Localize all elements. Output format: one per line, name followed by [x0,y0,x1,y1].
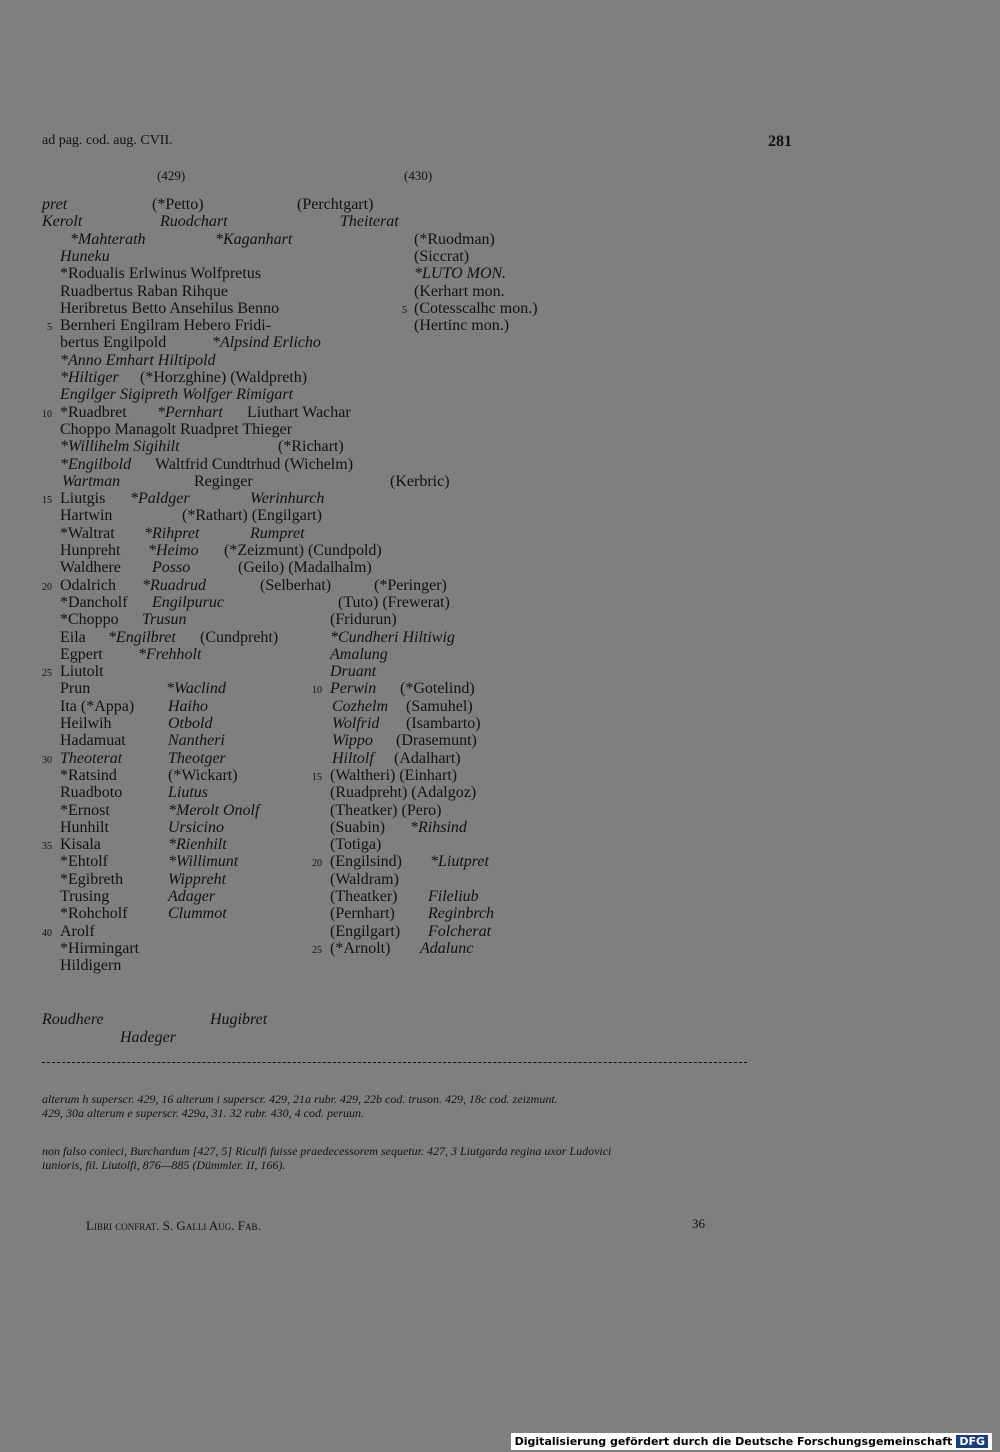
name-entry: Wolfrid [332,715,380,732]
name-entry: (Tuto) (Frewerat) [338,593,450,611]
name-entry: (Drasemunt) [396,732,477,750]
name-entry: (Siccrat) [414,247,470,265]
line-number: 35 [42,841,52,853]
name-entry: *Rodualis Erlwinus Wolfpretus [60,265,262,283]
name-entry: Trusun [142,611,187,629]
name-entry: (*Richart) [278,438,344,456]
column-number-429: (429) [157,168,186,183]
name-entry: *Paldger [130,490,190,508]
name-entry: *Engilbret [108,628,176,646]
name-entry: (Suabin) [330,818,386,836]
name-entry: *Rohcholf [60,905,128,923]
name-entry: *Ruadbret [60,403,127,421]
name-entry: *Willimunt [168,853,239,871]
name-entry: *Willihelm Sigihilt [60,438,180,456]
name-entry: Druant [330,663,377,681]
name-entry: Roudhere [42,1011,104,1028]
name-entry: Ita (*Appa) [60,697,135,715]
text-line [42,957,810,977]
page-number: 281 [768,133,792,150]
name-entry: *Ratsind [60,766,117,784]
name-entry: (Engilsind) [330,853,402,871]
name-entry: Hugibret [210,1011,268,1028]
name-entry: (Cotesscalhc mon.) [414,299,538,317]
name-entry: (*Horzghine) (Waldpreth) [140,369,308,386]
name-entry: Clummot [168,905,227,923]
name-entry: (Cundpreht) [200,628,279,646]
name-entry: *Ernost [60,801,110,819]
dfg-notice-text: Digitalisierung gefördert durch die Deutsche Forschungsgemeinschaft [514,1435,953,1448]
name-entry: (Engilgart) [330,922,401,940]
name-entry: (Ruadpreht) (Adalgoz) [330,784,477,802]
name-entry: *Choppo [60,611,119,629]
name-entry: Liutgis [60,490,106,508]
name-entry: *Ehtolf [60,853,108,871]
name-entry: Folcherat [428,922,492,940]
name-entry: Hadamuat [60,732,126,750]
name-entry: pret [42,196,68,213]
name-entry: (Totiga) [330,836,382,854]
name-entry: *Ruadrud [142,576,206,594]
line-number: 20 [42,581,52,593]
name-entry: Theotger [168,749,226,767]
name-entry: Wippreht [168,870,227,888]
name-entry: Hunhilt [60,818,109,836]
name-entry: *Rihpret [144,524,200,542]
name-entry: (Hertinc mon.) [414,317,510,335]
name-entry: Perwin [330,680,377,698]
name-entry: *Waltrat [60,524,115,542]
name-entry: *Alpsind Erlicho [212,334,321,352]
line-number: 10 [312,685,322,697]
name-entry: (*Petto) [152,196,204,213]
name-entry: Cozhelm [332,697,388,715]
name-entry: *Anno Emhart Hiltipold [60,351,216,369]
name-entry: Kisala [60,836,101,854]
footer-title: Libri confrat. S. Galli Aug. Fab. [86,1218,261,1233]
name-entry: (Kerbric) [390,472,450,490]
name-entry: (*Rathart) (Engilgart) [182,507,322,525]
name-entry: (Adalhart) [394,749,461,767]
line-number: 15 [312,771,322,783]
name-entry: Theoterat [60,749,123,767]
name-entry: Trusing [60,888,110,905]
name-entry: Theiterat [340,213,399,231]
name-entry: (*Zeizmunt) (Cundpold) [224,542,382,559]
footnote-rule [42,1062,747,1063]
name-entry: Otbold [168,715,213,732]
line-number: 30 [42,754,52,766]
name-entry: Waldhere [60,559,121,577]
name-entry: Bernheri Engilram Hebero Fridi- [60,317,272,335]
name-entry: *Dancholf [60,593,128,611]
name-entry: (Perchtgart) [297,196,374,213]
name-entry: (Waldram) [330,870,399,888]
line-number: 5 [402,304,407,316]
line-number: 5 [47,322,52,334]
name-entry: Liuthart Wachar [247,403,351,421]
name-entry: Liutolt [60,663,104,681]
line-number: 15 [42,495,52,507]
name-entry: Hartwin [60,507,113,525]
name-entry: Egpert [60,645,103,663]
name-entry: Choppo Managolt Ruadpret Thieger [60,420,293,438]
line-number: 40 [42,927,52,939]
text-line [42,1029,810,1049]
name-entry: Werinhurch [250,490,325,508]
name-entry: *Kaganhart [215,230,293,248]
name-entry: *Cundheri Hiltiwig [330,628,455,646]
line-number: 25 [42,668,52,680]
name-entry: *Pernhart [157,403,223,421]
name-entry: (*Arnolt) [330,939,391,957]
name-entry: (*Ruodman) [414,230,495,248]
name-entry: *Hiltiger [60,369,119,386]
name-entry: (*Peringer) [374,576,447,594]
name-entry: (Geilo) (Madalhalm) [238,559,372,577]
line-number: 10 [42,408,52,420]
name-entry: (Fridurun) [330,611,397,629]
name-entry: Waltfrid Cundtrhud (Wichelm) [155,455,354,473]
name-entry: *Hirmingart [60,939,140,957]
name-entry: Arolf [60,922,95,940]
name-entry: Hildigern [60,957,122,975]
name-entry: (Waltheri) (Einhart) [330,766,458,784]
name-entry: Huneku [60,247,110,265]
name-entry: (Theatker) [330,888,398,905]
name-entry: Ruodchart [160,213,228,231]
name-entry: Nantheri [168,732,225,750]
name-entry: Heribretus Betto Ansehilus Benno [60,299,280,317]
name-entry: Reginbrch [428,905,495,923]
footnote-line: iunioris, fil. Liutolfi, 876—885 (Dümmler. II, 166). [42,1158,286,1172]
name-entry: Heilwih [60,715,112,732]
dfg-logo: DFG [956,1435,988,1448]
column-number-430: (430) [404,168,433,183]
line-number: 25 [312,944,322,956]
name-entry: (Kerhart mon. [414,282,505,300]
name-entry: *Mahterath [70,230,146,248]
name-entry: *LUTO MON. [414,265,507,283]
name-entry: (*Gotelind) [400,680,475,698]
name-entry: (Theatker) (Pero) [330,801,442,819]
name-entry: Amalung [330,645,388,663]
name-entry: Fileliub [428,888,479,905]
name-entry: Prun [60,680,91,698]
header-left: ad pag. cod. aug. CVII. [42,133,173,148]
name-entry: Ruadboto [60,784,123,802]
footnote-line: non falso conieci, Burchardum [427, 5] Riculfi fuisse praedecessorem sequetur. 427, 3 Liutgarda regina uxor Ludovici [42,1144,612,1158]
name-entry: (Pernhart) [330,905,395,923]
name-entry: Hiltolf [332,749,374,767]
name-entry: Wippo [332,732,373,750]
name-entry: Adager [168,888,216,905]
dfg-funding-notice[interactable] [511,1433,992,1450]
name-entry: Engilger Sigipreth Wolfger Rimigart [60,386,294,404]
name-entry: Wartman [62,472,121,490]
name-entry: Kerolt [42,213,83,231]
name-entry: *Merolt Onolf [168,801,260,819]
name-entry: Hunpreht [60,542,121,559]
name-entry: Odalrich [60,576,116,594]
name-entry: *Rienhilt [168,836,227,854]
name-entry: Haiho [168,697,208,715]
name-entry: (Samuhel) [406,697,473,715]
name-entry: (*Wickart) [168,766,238,784]
name-entry: (Isambarto) [406,715,481,732]
name-entry: bertus Engilpold [60,334,167,352]
name-entry: *Liutpret [430,853,489,871]
name-entry: *Heimo [148,542,199,559]
name-entry: Ruadbertus Raban Rihque [60,282,228,300]
name-entry: Posso [152,559,191,577]
name-entry: Ursicino [168,818,224,836]
name-entry: (Selberhat) [260,576,332,594]
name-entry: Engilpuruc [152,593,224,611]
name-entry: Reginger [194,472,253,490]
name-entry: *Egibreth [60,870,124,888]
name-entry: *Rihsind [410,818,467,836]
name-entry: Adalunc [420,939,474,957]
name-entry: *Frehholt [138,645,202,663]
name-entry: Liutus [168,784,209,802]
footer-sheet-number: 36 [692,1216,705,1231]
name-entry: Rumpret [250,524,305,542]
name-entry: *Waclind [166,680,226,698]
line-number: 20 [312,858,322,870]
footnote-line: alterum h superscr. 429, 16 alterum i superscr. 429, 21a rubr. 429, 22b cod. truson. 429, 18c cod. zeizmunt. [42,1092,558,1106]
footnote-line: 429, 30a alterum e superscr. 429a, 31. 32 rubr. 430, 4 cod. peruun. [42,1106,364,1120]
name-entry: Eila [60,628,86,646]
name-entry: *Engilbold [60,455,132,473]
text-line [42,1011,810,1031]
name-entry: Hadeger [120,1029,176,1046]
